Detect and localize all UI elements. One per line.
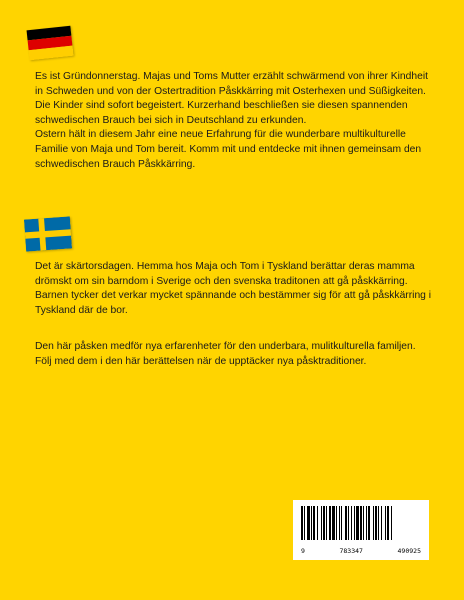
barcode-bar [313, 506, 315, 540]
barcode-bar [381, 506, 382, 540]
barcode-bar [336, 506, 337, 540]
barcode-bar [321, 506, 322, 540]
barcode-bar [385, 506, 386, 540]
barcode-icon [301, 506, 421, 540]
barcode-bar [332, 506, 335, 540]
barcode-bar [345, 506, 347, 540]
barcode-bar [348, 506, 349, 540]
sweden-flag-icon [24, 216, 72, 251]
german-paragraph-1: Es ist Gründonnerstag. Majas und Toms Mutter erzählt schwärmend von ihrer Kindheit in Schweden und von der Ostertradition Påskkärring mit Osterhexen und Süßigkeiten. Die Kinder sind sofort begeistert. Kurzerhand beschließen sie diesen spannenden schwedischen Brauch bei sich in Deutschland zu erkunden. [35, 71, 428, 126]
swedish-description-2 [35, 340, 435, 369]
barcode-bar [304, 506, 305, 540]
barcode-bar [301, 506, 303, 540]
barcode-bar [323, 506, 325, 540]
barcode-bar [366, 506, 367, 540]
swedish-description-1 [35, 260, 435, 318]
barcode-digit-prefix: 9 [301, 547, 305, 555]
german-description [35, 70, 435, 172]
barcode-bar [356, 506, 359, 540]
barcode-bar [354, 506, 355, 540]
barcode-bar [363, 506, 364, 540]
barcode-bar [373, 506, 374, 540]
germany-flag-icon [27, 26, 74, 60]
barcode-bar [341, 506, 342, 540]
swedish-paragraph-2: Den här påsken medför nya erfarenheter för den underbara, mulitkulturella familjen. Följ med dem i den här berättelsen när de upptäcker nya påsktraditioner. [35, 341, 416, 367]
barcode-bar [329, 506, 331, 540]
barcode-bar [360, 506, 362, 540]
barcode-digit-right: 490925 [397, 547, 421, 555]
barcode-bar [326, 506, 327, 540]
barcode-bar [375, 506, 377, 540]
isbn-barcode [293, 500, 429, 560]
barcode-bar [317, 506, 318, 540]
barcode-bar [387, 506, 389, 540]
barcode-bar [391, 506, 392, 540]
barcode-bar [368, 506, 370, 540]
barcode-digit-left: 783347 [339, 547, 363, 555]
barcode-bar [339, 506, 340, 540]
barcode-bar [307, 506, 310, 540]
swedish-paragraph-1: Det är skärtorsdagen. Hemma hos Maja och Tom i Tyskland berättar deras mamma drömskt om sin barndom i Sverige och den svenska traditonen att gå påskkärring. Barnen tycker det verkar mycket spännande och bestämmer sig för att gå påskkärring i Tyskland där de bor. [35, 261, 432, 316]
barcode-digits [301, 547, 421, 555]
barcode-bar [311, 506, 312, 540]
german-paragraph-2: Ostern hält in diesem Jahr eine neue Erfahrung für die wunderbare multikulturelle Familie von Maja und Tom bereit. Komm mit und entdecke mit ihnen gemeinsam den schwedischen Brauch Påskkärring. [35, 129, 422, 170]
barcode-bar [351, 506, 352, 540]
barcode-bar [378, 506, 379, 540]
